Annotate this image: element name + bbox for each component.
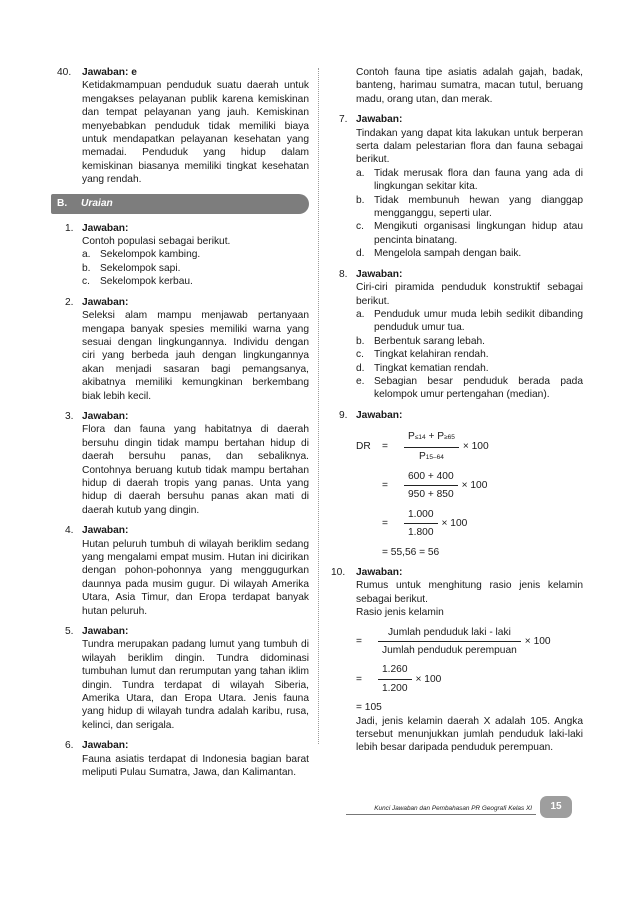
section-letter: B. (57, 197, 68, 209)
numerator: Jumlah penduduk laki - laki (378, 626, 521, 642)
answer-text: Tundra merupakan padang lumut yang tumbuh di wilayah beriklim dingin. Tundra didominasi tumbuhan lumut dan rerumputan yang tahan iklim dingin. Tundra terdapat di wilayah Siberia, Amerika Utara, dan Eropa Utara. Jenis fauna yang hidup di wilayah tundra adalah karibu, rusa, kelinci, dan serigala. (82, 639, 309, 731)
list-letter: a. (356, 167, 365, 179)
uraian-item-9 (331, 409, 583, 559)
formula-dependency-ratio (356, 430, 583, 464)
fraction (404, 430, 459, 464)
list-text: Sebagian besar penduduk berada pada kelompok umur pertengahan (median). (374, 375, 583, 401)
fraction (404, 470, 458, 502)
answer-label: Jawaban: (356, 114, 403, 126)
question-number: 4. (65, 525, 74, 537)
list-text: Tingkat kelahiran rendah. (374, 349, 489, 361)
answer-text: Tindakan yang dapat kita lakukan untuk berperan serta dalam pelestarian flora dan fauna sebagai berikut. (356, 127, 583, 166)
uraian-item-6 (57, 739, 309, 779)
list-text: Penduduk umur muda lebih sedikit dibanding penduduk umur tua. (374, 308, 583, 334)
denominator: 950 + 850 (408, 489, 454, 501)
subscript: ≤14 (414, 434, 426, 442)
numerator: 1.260 (378, 663, 412, 679)
answer-label: Jawaban: (356, 268, 403, 280)
denominator: 1.800 (408, 527, 434, 539)
answer-text: Ketidakmampuan penduduk suatu daerah untuk mengakses pelayanan publik karena kemiskinan dan tempat pelayanan yang jauh. Kemiskinan menyebabkan penduduk tidak memiliki biaya untuk mendapatkan pelayanan kesehatan yang memadai. Penduduk yang hidup dalam kemiskinan biasanya memiliki tingkat kesehatan yang rendah. (82, 80, 309, 186)
list-item (356, 194, 583, 221)
list-text: Mengelola sampah dengan baik. (374, 248, 522, 260)
question-number: 3. (65, 410, 74, 422)
list-text: Tidak membunuh hewan yang dianggap mengganggu, seperti ular. (374, 194, 583, 220)
equals-sign: = (382, 517, 388, 529)
uraian-item-5 (57, 625, 309, 732)
formula-result: = 55,56 = 56 (382, 546, 440, 558)
question-number: 6. (65, 740, 74, 752)
page-footer (346, 800, 572, 814)
equals-sign: = (382, 480, 388, 492)
formula-step (356, 663, 583, 695)
list-item (356, 220, 583, 247)
denominator: 1.200 (382, 682, 408, 694)
formula-step (382, 508, 583, 540)
formula-title: Rasio jenis kelamin (356, 607, 444, 619)
fraction (404, 508, 438, 540)
question-number: 40. (57, 67, 72, 78)
answer-label: Jawaban: (82, 626, 129, 638)
answer-label: Jawaban: e (82, 67, 137, 78)
multiplier: × 100 (415, 673, 442, 685)
formula-label: DR (356, 441, 371, 453)
denominator: Jumlah penduduk perempuan (382, 645, 517, 657)
list-item (356, 362, 583, 375)
uraian-item-4 (57, 524, 309, 618)
list-item (356, 375, 583, 402)
formula-step (382, 470, 583, 502)
denominator (404, 448, 459, 464)
uraian-item-2 (57, 296, 309, 403)
question-number: 2. (65, 296, 74, 308)
answer-text: Seleksi alam mampu menjawab pertanyaan mengapa banyak spesies memiliki warna yang sesuai dengan lingkungannya. Individu dengan ciri yang berbeda jauh dengan lingkungannya akan menjadi sasaran bagi pemangsanya, akibatnya memiliki kemungkinan berkembang biak lebih kecil. (82, 310, 309, 402)
list-text: Mengikuti organisasi lingkungan hidup atau pencinta binatang. (374, 221, 583, 246)
list-letter: e. (356, 375, 365, 387)
list-text: Sekelompok sapi. (100, 262, 181, 274)
symbol: + P (425, 431, 445, 443)
uraian-item-1 (57, 222, 309, 289)
list-letter: a. (356, 308, 365, 320)
list-text: Berbentuk sarang lebah. (374, 335, 486, 347)
answer-label: Jawaban: (82, 740, 129, 752)
list-letter: d. (356, 362, 365, 374)
page-number: 15 (540, 796, 572, 818)
list-letter: d. (356, 248, 365, 260)
list-item (82, 248, 309, 261)
left-column (57, 66, 309, 787)
list-text: Sekelompok kambing. (100, 249, 201, 261)
symbol: P (408, 431, 415, 443)
question-number: 1. (65, 222, 74, 234)
list-letter: b. (356, 194, 365, 206)
uraian-item-7 (331, 113, 583, 260)
column-divider (318, 68, 319, 744)
list-letter: c. (82, 276, 90, 288)
multiplier: × 100 (441, 517, 468, 529)
subscript: 15–64 (425, 453, 444, 461)
fraction (378, 626, 521, 658)
question-number: 8. (339, 268, 348, 280)
uraian-item-3 (57, 410, 309, 517)
answer-text: Hutan peluruh tumbuh di wilayah beriklim sedang yang mengalami empat musim. Hutan ini dicirikan dengan pohon-pohonnya yang menggugurkan daunnya pada musim gugur. Di wilayah Amerika Utara, Asia Timur, dan Eropa terdapat banyak hutan peluruh. (82, 538, 309, 617)
equals-sign: = (356, 635, 362, 647)
formula-sex-ratio (356, 626, 583, 658)
section-header-uraian (51, 194, 309, 214)
uraian-item-8 (331, 268, 583, 402)
list-item (82, 275, 309, 288)
numerator: 1.000 (404, 508, 438, 524)
equals-sign: = (356, 673, 362, 685)
question-number: 10. (331, 567, 346, 578)
list-item (356, 308, 583, 335)
answer-text: Contoh fauna tipe asiatis adalah gajah, badak, banteng, harimau sumatra, macan tutul, beruang madu, orang utan, dan merak. (356, 67, 583, 105)
list-text: Sekelompok kerbau. (100, 276, 193, 288)
formula-result: = 105 (356, 702, 382, 714)
question-number: 9. (339, 409, 348, 421)
right-column (331, 66, 583, 762)
list-item (356, 247, 583, 260)
list-item (356, 167, 583, 194)
list-item (356, 348, 583, 361)
list-item (356, 335, 583, 348)
question-number: 5. (65, 626, 74, 638)
answer-text: Ciri-ciri piramida penduduk konstruktif sebagai berikut. (356, 282, 583, 307)
list-text: Tidak merusak flora dan fauna yang ada di lingkungan sekitar kita. (374, 167, 583, 193)
numerator: 600 + 400 (404, 470, 458, 486)
multiplier: × 100 (524, 635, 551, 647)
answer-label: Jawaban: (82, 296, 129, 308)
answer-label: Jawaban: (82, 222, 129, 234)
conclusion-text: Jadi, jenis kelamin daerah X adalah 105. Angka tersebut menunjukkan jumlah penduduk laki-laki lebih besar daripada penduduk perempuan. (356, 715, 583, 754)
list-item (82, 262, 309, 275)
list-text: Tingkat kematian rendah. (374, 362, 489, 374)
question-40 (57, 66, 309, 187)
answer-label: Jawaban: (356, 567, 403, 578)
list-letter: b. (356, 335, 365, 347)
list-letter: c. (356, 221, 364, 233)
answer-text: Flora dan fauna yang habitatnya di daerah bersuhu dingin tidak mampu bertahan hidup di daerah bersuhu panas, dan sebaliknya. Contohnya beruang kutub tidak mampu bertahan hidup di daerah tropis yang panas. Unta yang hidup di daerah bersuhu panas akan mati di daerah kutub yang dingin. (82, 424, 309, 516)
footer-title: Kunci Jawaban dan Pembahasan PR Geografi Kelas XI (374, 805, 532, 812)
list-letter: a. (82, 249, 91, 261)
question-number: 7. (339, 114, 348, 126)
symbol: P (418, 450, 426, 462)
subscript: ≥65 (444, 434, 455, 442)
question-6-continued (331, 66, 583, 106)
section-title: Uraian (81, 197, 113, 209)
footer-rule (346, 814, 536, 815)
answer-text: Contoh populasi sebagai berikut. (82, 236, 231, 248)
fraction (378, 663, 412, 695)
multiplier: × 100 (462, 441, 489, 453)
numerator (404, 430, 459, 447)
answer-text: Fauna asiatis terdapat di Indonesia bagian barat meliputi Pulau Sumatra, Jawa, dan Kalimantan. (82, 753, 309, 779)
answer-label: Jawaban: (82, 410, 129, 422)
answer-label: Jawaban: (82, 525, 129, 537)
list-letter: c. (356, 349, 364, 361)
list-letter: b. (82, 262, 91, 274)
uraian-item-10 (331, 566, 583, 755)
multiplier: × 100 (461, 480, 488, 492)
answer-text: Rumus untuk menghitung rasio jenis kelamin sebagai berikut. (356, 580, 583, 605)
answer-label: Jawaban: (356, 409, 403, 421)
equals-sign: = (382, 441, 388, 453)
